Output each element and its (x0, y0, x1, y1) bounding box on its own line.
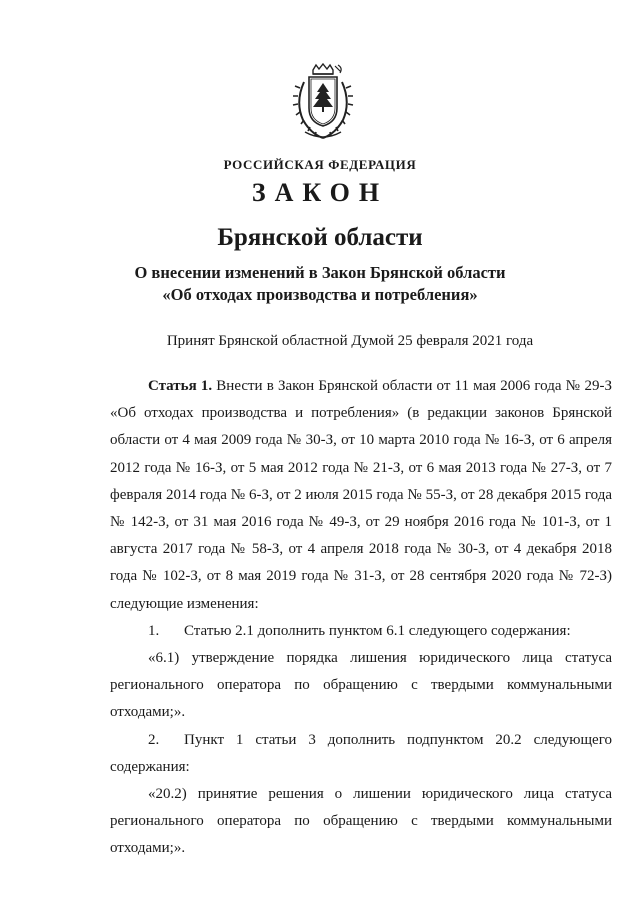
item-1-quote: «6.1) утверждение порядка лишения юридического лица статуса регионального оператора по обращению с твердыми коммунальными отходами;». (110, 650, 612, 721)
law-title (0, 262, 640, 306)
item-2-number: 2. (148, 731, 160, 748)
law-title-line-1: О внесении изменений в Закон Брянской области (134, 263, 506, 282)
article-1-heading: Статья 1. (148, 378, 213, 394)
document-type-heading: ЗАКОН (251, 178, 389, 207)
law-body (110, 373, 612, 863)
article-1-paragraph (110, 373, 612, 618)
item-1-text: Статью 2.1 дополнить пунктом 6.1 следующего содержания: (184, 622, 571, 639)
law-title-line-2: «Об отходах производства и потребления» (162, 285, 478, 304)
country-heading: РОССИЙСКАЯ ФЕДЕРАЦИЯ (223, 157, 417, 172)
article-1-text: Внести в Закон Брянской области от 11 мая 2006 года № 29-З «Об отходах производства и потребления» (в редакции законов Брянской области от 4 мая 2009 года № 30-З, от 10 марта 2010 года № 16-З, от 6 апреля 2012 года № 16-З, от 5 мая 2012 года № 21-З, от 6 мая 2013 года № 27-З, от 7 февраля 2014 года № 6-З, от 2 июля 2015 года № 55-З, от 28 декабря 2015 года № 142-З, от 31 мая 2016 года № 49-З, от 29 ноября 2016 года № 101-З, от 1 августа 2017 года № 58-З, от 4 апреля 2018 года № 30-З, от 4 декабря 2018 года № 102-З, от 8 мая 2019 года № 31-З, от 28 сентября 2020 года № 72-З) следующие изменения: (110, 378, 613, 612)
item-2-text: Пункт 1 статьи 3 дополнить подпунктом 20.2 следующего содержания: (110, 731, 612, 775)
item-1-paragraph (110, 618, 612, 645)
item-2-quote: «20.2) принятие решения о лишении юридического лица статуса регионального оператора по обращению с твердыми коммунальными отходами;». (110, 786, 612, 857)
adoption-note: Принят Брянской областной Думой 25 февраля 2021 года (166, 333, 534, 349)
bryansk-coat-of-arms-icon (291, 62, 355, 142)
item-2-paragraph (110, 727, 612, 781)
region-heading: Брянской области (217, 224, 423, 251)
item-1-number: 1. (148, 622, 160, 639)
